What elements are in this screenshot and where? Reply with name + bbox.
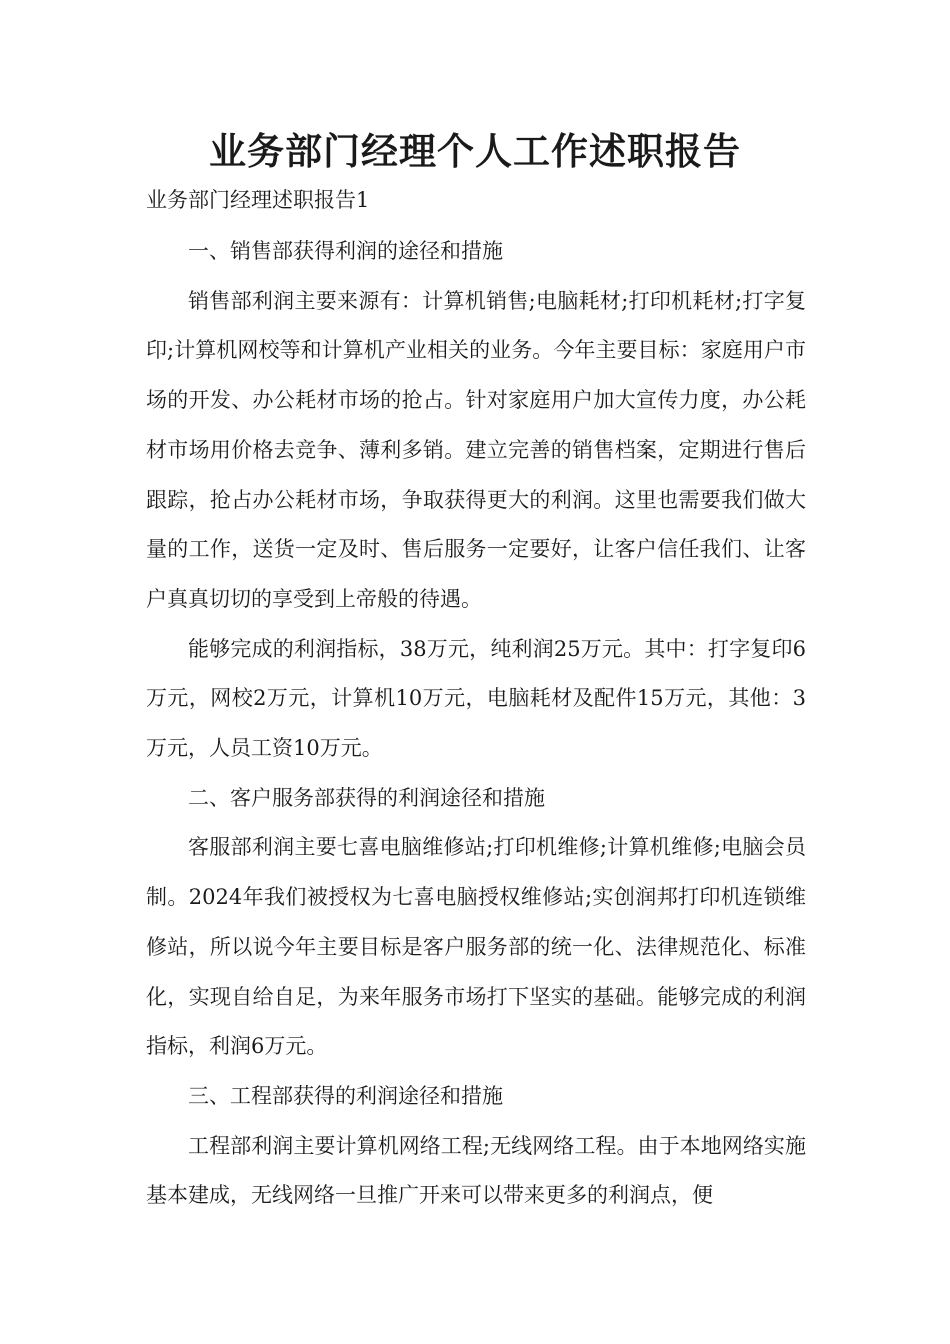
section-heading: 二、客户服务部获得的利润途径和措施 (188, 785, 545, 810)
section-customer-service (146, 774, 806, 1072)
paragraph: 销售部利润主要来源有：计算机销售;电脑耗材;打印机耗材;打字复印;计算机网校等和计算机产业相关的业务。今年主要目标：家庭用户市场的开发、办公耗材市场的抢占。针对家庭用户加大宣传力度，办公耗材市场用价格去竞争、薄利多销。建立完善的销售档案，定期进行售后跟踪，抢占办公耗材市场，争取获得更大的利润。这里也需要我们做大量的工作，送货一定及时、售后服务一定要好，让客户信任我们、让客户真真切切的享受到上帝般的待遇。 (146, 288, 806, 611)
document-title: 业务部门经理个人工作述职报告 (209, 130, 741, 173)
document-subtitle: 业务部门经理述职报告1 (146, 188, 370, 212)
paragraph: 能够完成的利润指标，38万元，纯利润25万元。其中：打字复印6万元，网校2万元，计算机10万元，电脑耗材及配件15万元，其他：3万元，人员工资10万元。 (146, 636, 806, 761)
paragraph: 客服部利润主要七喜电脑维修站;打印机维修;计算机维修;电脑会员制。2024年我们被授权为七喜电脑授权维修站;实创润邦打印机连锁维修站，所以说今年主要目标是客户服务部的统一化、法律规范化、标准化，实现自给自足，为来年服务市场打下坚实的基础。能够完成的利润指标，利润6万元。 (146, 835, 806, 1059)
section-engineering (146, 1072, 806, 1221)
document-body (146, 227, 806, 1221)
section-heading: 三、工程部获得的利润途径和措施 (188, 1083, 503, 1108)
section-sales (146, 227, 806, 774)
section-heading: 一、销售部获得利润的途径和措施 (188, 239, 503, 263)
paragraph: 工程部利润主要计算机网络工程;无线网络工程。由于本地网络实施基本建成，无线网络一旦推广开来可以带来更多的利润点，便 (146, 1133, 806, 1208)
